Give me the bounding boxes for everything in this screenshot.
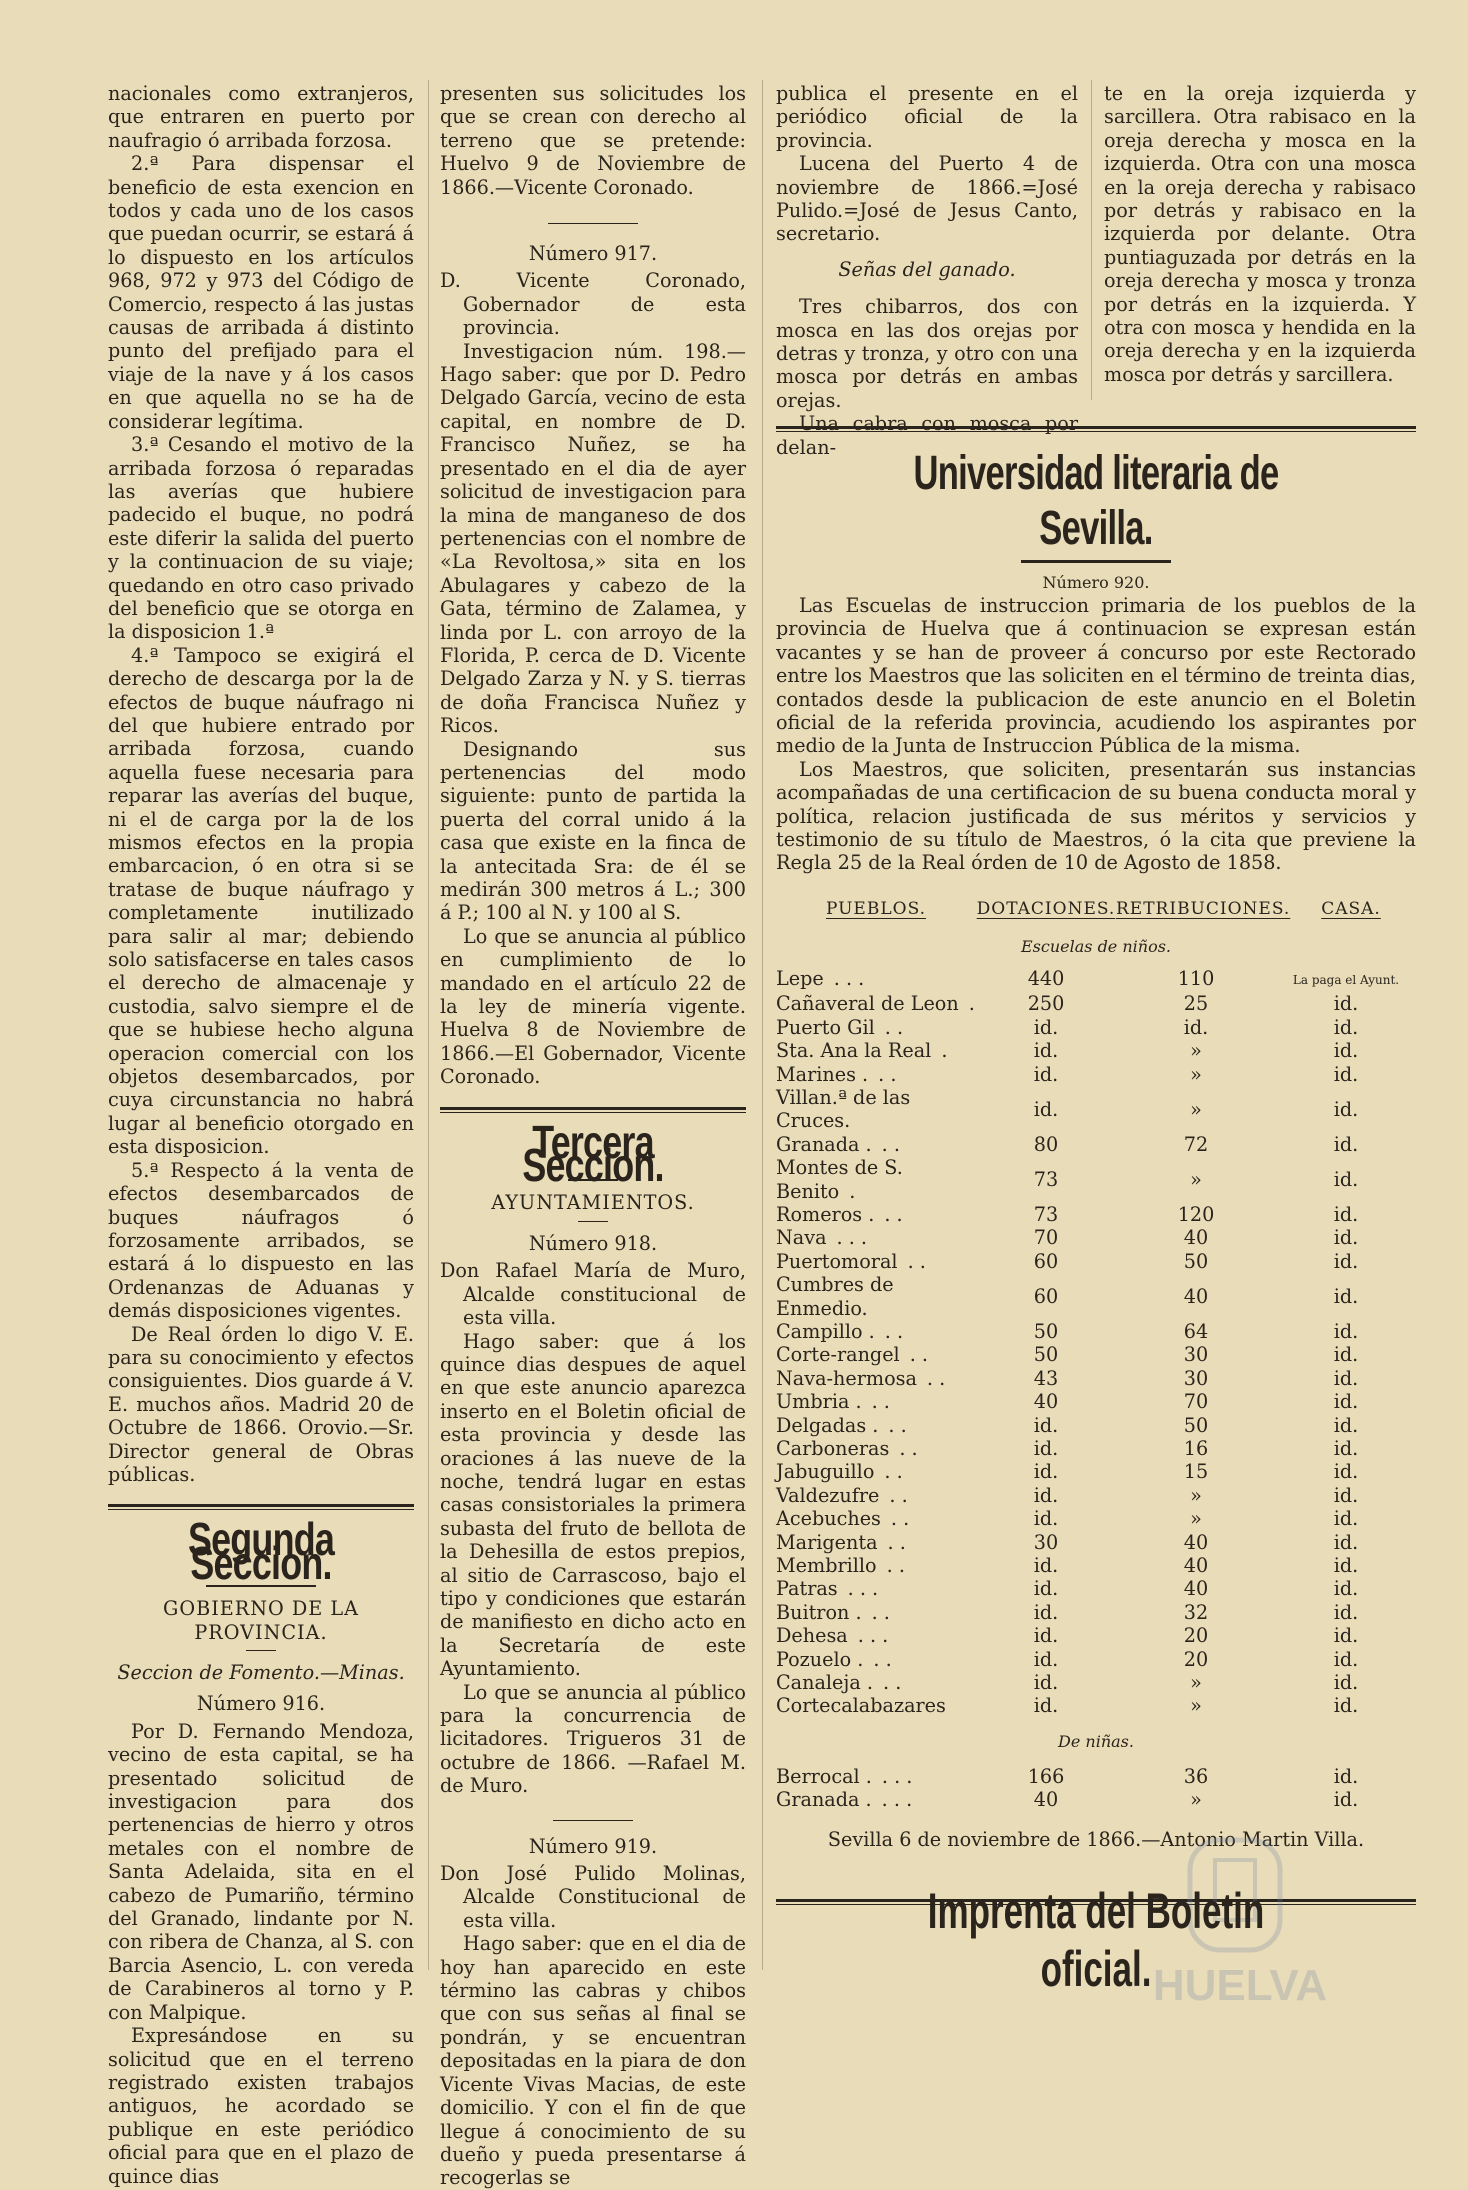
- casa-cell: id.: [1333, 1554, 1359, 1578]
- casa-cell: id.: [1333, 1788, 1359, 1812]
- table-row: [776, 1203, 1416, 1226]
- table-row: [776, 1788, 1416, 1811]
- dotacion-cell: 73: [1033, 1202, 1059, 1226]
- dotacion-cell: id.: [1033, 1600, 1059, 1624]
- pueblo-cell: [776, 1039, 976, 1062]
- pueblo-name: Granada .: [776, 1132, 872, 1156]
- col2-paragraph: Lo que se anuncia al público en cumplimiento de lo mandado en el artículo 22 de la ley de minería vigente. Huelva 8 de Noviembre de 1866.—El Gobernador, Vicente Coronado.: [440, 924, 746, 1089]
- pueblo-name: Marines .: [776, 1062, 869, 1086]
- dotacion-cell: id.: [1033, 1437, 1059, 1460]
- dotacion-cell: id.: [1033, 1694, 1059, 1718]
- col2-paragraph: presenten sus solicitudes los que se crean con derecho al terreno que se pretende: Huelvo 9 de Noviembre de 1866.—Vicente Coronado.: [440, 82, 746, 199]
- casa-cell: id.: [1333, 1530, 1359, 1554]
- small-rule: [246, 1650, 276, 1651]
- table-row: [776, 1086, 1416, 1133]
- leader-dots: . . .: [881, 1788, 913, 1812]
- notice-heading-text: Don Rafael María de Muro, Alcalde constitucional de esta villa.: [440, 1259, 746, 1330]
- pueblo-name: Villan.ª de las Cruces.: [776, 1085, 911, 1133]
- col1-paragraph: De Real órden lo digo V. E. para su conocimiento y efectos consiguientes. Dios guarde á V. E. muchos años. Madrid 20 de Octubre de 1866. Orovio.—Sr. Director general de Obras públicas.: [108, 1322, 414, 1486]
- pueblo-cell: [776, 1250, 976, 1273]
- retribucion-cell: 16: [1183, 1437, 1209, 1460]
- dotacion-cell: 30: [1033, 1530, 1059, 1554]
- ayuntamientos-heading: AYUNTAMIENTOS.: [491, 1191, 695, 1215]
- leader-dots: . .: [871, 1390, 890, 1414]
- casa-cell: id.: [1333, 992, 1359, 1016]
- retribucion-cell: 40: [1183, 1554, 1209, 1578]
- small-rule: [578, 1221, 608, 1222]
- dotacion-cell: id.: [1033, 1460, 1059, 1484]
- notice-number: Número 920.: [1042, 573, 1150, 592]
- col3-paragraph: publica el presente en el periódico oficial de la provincia.: [776, 82, 1078, 152]
- casa-cell: id.: [1333, 1507, 1359, 1531]
- pueblo-name: Umbria .: [776, 1390, 862, 1414]
- casa-cell: id.: [1333, 1577, 1359, 1601]
- leader-dots: .: [941, 1039, 948, 1063]
- leader-dots: .: [968, 992, 975, 1016]
- table-row: [776, 1648, 1416, 1671]
- casa-cell: id.: [1333, 1097, 1359, 1121]
- table-row: [776, 1694, 1416, 1717]
- ninas-table: [776, 1765, 1416, 1812]
- leader-dots: . .: [884, 1015, 904, 1039]
- casa-cell: id.: [1333, 1460, 1359, 1484]
- pueblo-name: Sta. Ana la Real: [776, 1039, 932, 1063]
- col3-paragraph: Una cabra con mosca por delan-: [776, 412, 1078, 459]
- dotacion-cell: 40: [1033, 1390, 1059, 1414]
- pueblo-name: Berrocal .: [776, 1764, 872, 1788]
- table-row: [776, 1390, 1416, 1413]
- pueblo-cell: [776, 1367, 976, 1390]
- leader-dots: . . .: [833, 967, 865, 991]
- pueblo-name: Patras: [776, 1577, 838, 1601]
- pueblo-name: Cumbres de Enmedio.: [776, 1273, 894, 1320]
- header-casa: CASA.: [1321, 898, 1381, 919]
- dotacion-cell: id.: [1033, 1039, 1059, 1063]
- casa-cell: id.: [1333, 1483, 1359, 1507]
- notice-heading: [440, 1259, 746, 1329]
- retribucion-cell: »: [1190, 1167, 1202, 1191]
- casa-cell: id.: [1333, 1167, 1359, 1191]
- pueblo-cell: [776, 1671, 976, 1694]
- small-rule: [548, 223, 638, 224]
- column-2: [440, 82, 746, 2190]
- table-row: [776, 1016, 1416, 1039]
- leader-dots: . .: [878, 1062, 897, 1086]
- leader-dots: . . .: [847, 1577, 879, 1601]
- column-1: [108, 82, 414, 2188]
- senas-label: Señas del ganado.: [838, 257, 1016, 281]
- retribucion-cell: 40: [1183, 1284, 1209, 1308]
- leader-dots: . .: [886, 1554, 905, 1578]
- dotacion-cell: id.: [1033, 1624, 1059, 1648]
- dotacion-cell: 250: [1027, 992, 1065, 1016]
- leader-dots: . .: [884, 1319, 904, 1343]
- leader-dots: . .: [889, 1483, 908, 1507]
- notice-heading-text: D. Vicente Coronado, Gobernador de esta provincia.: [440, 269, 746, 340]
- small-rule: [553, 1820, 633, 1821]
- pueblo-cell: [776, 1765, 976, 1788]
- pueblo-cell: [776, 1577, 976, 1600]
- dotacion-cell: 80: [1033, 1132, 1059, 1156]
- pueblo-cell: [776, 1016, 976, 1039]
- casa-cell: id.: [1333, 1015, 1359, 1039]
- header-pueblos: PUEBLOS.: [825, 898, 927, 919]
- retribucion-cell: id.: [1183, 1015, 1209, 1039]
- title-rule: [1021, 560, 1171, 563]
- notice-number: Número 916.: [196, 1692, 326, 1716]
- leader-dots: . .: [873, 1647, 892, 1671]
- university-title: Universidad literaria de Sevilla.: [913, 447, 1279, 555]
- pueblo-name: Cañaveral de Leon: [776, 992, 959, 1016]
- casa-cell: id.: [1333, 1694, 1359, 1718]
- table-row: [776, 1250, 1416, 1273]
- leader-dots: . .: [881, 1132, 900, 1156]
- university-paragraph: Los Maestros, que soliciten, presentarán sus instancias acompañadas de una certificacion de su buena conducta moral y política, relacion justificada de sus méritos y servicios y testimonio de su título de Maestros, ó la cita que previene la Regla 25 de la Real órden de 10 de Agosto de 1858.: [776, 757, 1416, 875]
- pueblo-cell: [776, 1086, 976, 1133]
- pueblo-name: Valdezufre: [776, 1483, 880, 1507]
- header-retribuciones: RETRIBUCIONES.: [1116, 898, 1291, 919]
- pueblo-name: Dehesa: [776, 1624, 848, 1648]
- ninos-table: [776, 966, 1416, 1718]
- section-divider: [776, 426, 1416, 432]
- pueblo-name: Delgadas .: [776, 1413, 879, 1437]
- retribucion-cell: 120: [1177, 1202, 1215, 1226]
- pueblo-name: Buitron .: [776, 1600, 862, 1624]
- casa-cell: id.: [1333, 1132, 1359, 1156]
- casa-cell: id.: [1333, 1671, 1359, 1695]
- pueblo-cell: [776, 1648, 976, 1671]
- dotacion-cell: id.: [1033, 1554, 1059, 1578]
- retribucion-cell: 70: [1183, 1390, 1209, 1414]
- pueblo-cell: [776, 1320, 976, 1343]
- university-signature: Sevilla 6 de noviembre de 1866.—Antonio Martin Villa.: [827, 1827, 1365, 1851]
- pueblo-cell: [776, 1133, 976, 1156]
- table-row: [776, 1460, 1416, 1483]
- col1-paragraph: Expresándose en su solicitud que en el terreno registrado existen trabajos antiguos, he acordado se publique en este periódico oficial para que en el plazo de quince dias: [108, 2024, 414, 2188]
- pueblo-name: Romeros .: [776, 1202, 875, 1226]
- dotacion-cell: 43: [1033, 1366, 1059, 1390]
- leader-dots: . .: [899, 1437, 918, 1460]
- retribucion-cell: 20: [1183, 1647, 1209, 1671]
- pueblo-cell: [776, 1156, 976, 1203]
- casa-cell: id.: [1333, 1413, 1359, 1437]
- casa-cell: id.: [1333, 1437, 1359, 1460]
- pueblo-name: Nava: [776, 1226, 827, 1250]
- table-row: [776, 1320, 1416, 1343]
- dotacion-cell: 70: [1033, 1226, 1059, 1250]
- table-row: [776, 1343, 1416, 1366]
- pueblo-name: Puerto Gil: [776, 1015, 875, 1039]
- retribucion-cell: 50: [1183, 1413, 1209, 1437]
- col2-paragraph: Investigacion núm. 198.—Hago saber: que por D. Pedro Delgado García, vecino de esta capital, en nombre de D. Francisco Nuñez, se ha presentado en el dia de ayer solicitud de investigacion para la mina de manganeso de dos pertenencias con el nombre de «La Revoltosa,» sita en los Abulagares y cabezo de la Gata, término de Zalamea, y linda por L. con arroyo de la Florida, P. cerca de D. Vicente Delgado Zarza y N. y S. tierras de doña Francisca Nuñez y Ricos.: [440, 339, 746, 738]
- casa-cell: id.: [1333, 1039, 1359, 1063]
- casa-cell: id.: [1333, 1343, 1359, 1367]
- leader-dots: .: [849, 1179, 856, 1203]
- column-rule-3: [1091, 80, 1092, 400]
- notice-heading: [440, 269, 746, 339]
- table-row: [776, 1063, 1416, 1086]
- casa-cell: id.: [1333, 1284, 1359, 1308]
- retribucion-cell: »: [1190, 1694, 1202, 1718]
- svg-text:HUELVA: HUELVA: [1152, 1961, 1328, 2010]
- pueblo-name: Lepe: [776, 967, 824, 991]
- pueblo-cell: [776, 1343, 976, 1366]
- retribucion-cell: 20: [1183, 1624, 1209, 1648]
- casa-cell: id.: [1333, 1390, 1359, 1414]
- pueblo-cell: [776, 1788, 976, 1811]
- pueblo-cell: [776, 1507, 976, 1530]
- notice-heading: [440, 1862, 746, 1932]
- section-divider: [108, 1504, 414, 1510]
- retribucion-cell: 30: [1183, 1343, 1209, 1367]
- pueblo-name: Membrillo: [776, 1554, 877, 1578]
- imprenta-footer: Imprenta del Boletin oficial.: [927, 1883, 1265, 1997]
- dotacion-cell: 40: [1033, 1788, 1059, 1812]
- leader-dots: . .: [887, 1530, 906, 1554]
- table-row: [776, 1531, 1416, 1554]
- retribucion-cell: 30: [1183, 1366, 1209, 1390]
- pueblo-cell: [776, 1460, 976, 1483]
- pueblo-cell: [776, 1226, 976, 1249]
- casa-cell: id.: [1333, 1624, 1359, 1648]
- retribucion-cell: »: [1190, 1788, 1202, 1812]
- col2-paragraph: Designando sus pertenencias del modo siguiente: punto de partida la puerta del corral unido á la casa que existe en la finca de la antecitada Sra: de él se medirán 300 metros á L.; 300 á P.; 100 al N. y 100 al S.: [440, 737, 746, 925]
- table-row: [776, 1226, 1416, 1249]
- pueblo-cell: [776, 1414, 976, 1437]
- casa-cell: id.: [1333, 1319, 1359, 1343]
- pueblo-cell: [776, 1554, 976, 1577]
- leader-dots: . .: [907, 1249, 926, 1273]
- leader-dots: . .: [890, 1507, 910, 1531]
- col1-paragraph: 2.ª Para dispensar el beneficio de esta exencion en todos y cada uno de los casos que puedan ocurrir, se estará á lo dispuesto en los artículos 968, 972 y 973 del Código de Comercio, respecto á las justas causas de arribada á distinto punto del prefijado para el viaje de la nave y á los casos en que aquella no se ha de considerar legítima.: [108, 152, 414, 433]
- retribucion-cell: 50: [1183, 1249, 1209, 1273]
- leader-dots: . .: [871, 1600, 890, 1624]
- header-dotaciones: DOTACIONES.: [976, 898, 1116, 919]
- section-divider: [440, 1107, 746, 1113]
- dotacion-cell: 60: [1033, 1249, 1059, 1273]
- col3-paragraph: Lucena del Puerto 4 de noviembre de 1866.=José Pulido.=José de Jesus Canto, secretario.: [776, 152, 1078, 246]
- pueblo-name: Canaleja .: [776, 1671, 873, 1695]
- leader-dots: . .: [883, 1671, 902, 1695]
- pueblo-cell: [776, 966, 976, 992]
- pueblo-name: Jabuguillo: [776, 1460, 875, 1484]
- col1-paragraph: 3.ª Cesando el motivo de la arribada forzosa ó reparadas las averías que hubiere padecido el buque, no podrá este diferir la salida del puerto y la continuacion de su viaje; quedando en otro caso privado del beneficio que se otorga en la disposicion 1.ª: [108, 433, 414, 644]
- pueblo-name: Pozuelo .: [776, 1647, 864, 1671]
- pueblo-name: Puertomoral: [776, 1249, 898, 1273]
- table-row: [776, 1367, 1416, 1390]
- pueblo-cell: [776, 1484, 976, 1507]
- pueblo-cell: [776, 1273, 976, 1320]
- pueblo-name: Cortecalabazares: [776, 1694, 946, 1718]
- notice-heading-text: Don José Pulido Molinas, Alcalde Constitucional de esta villa.: [440, 1862, 746, 1932]
- pueblo-cell: [776, 992, 976, 1015]
- dotacion-cell: 166: [1027, 1764, 1065, 1788]
- column-rule-1: [428, 80, 429, 1970]
- table-row: [776, 1507, 1416, 1530]
- leader-dots: . .: [926, 1366, 946, 1390]
- table-row: [776, 1133, 1416, 1156]
- dotacion-cell: id.: [1033, 1015, 1059, 1039]
- section-title-tercera: Tercera Seccion.: [522, 1115, 664, 1192]
- col4-paragraph: te en la oreja izquierda y sarcillera. Otra rabisaco en la oreja derecha y mosca en la izquierda. Otra con una mosca en la oreja derecha y rabisaco por detrás y rabisaco en la izquierda por delante. Otra puntiaguzada por detrás en la oreja derecha y mosca y tronza por detrás en la izquierda. Y otra con mosca y hendida en la oreja derecha y en la izquierda mosca por detrás y sarcillera.: [1104, 82, 1416, 386]
- ninas-label: De niñas.: [1058, 1731, 1134, 1751]
- col2-paragraph: Hago saber: que á los quince dias despues de aquel en que este anuncio aparezca inserto en el Boletin oficial de esta provincia y desde las oraciones á las nueve de la noche, tendrá lugar en estas casas consistoriales la primera subasta del fruto de bellota de la Dehesilla de estos prepios, al sitio de Carrascoso, bajo el tipo y condiciones que estarán de manifiesto en dicho acto en la Secretaría de este Ayuntamiento.: [440, 1329, 746, 1681]
- table-row: [776, 1414, 1416, 1437]
- table-row: [776, 1273, 1416, 1320]
- dotacion-cell: id.: [1033, 1097, 1059, 1121]
- pueblo-name: Nava-hermosa: [776, 1366, 917, 1390]
- column-4: [1104, 82, 1416, 386]
- dotacion-cell: 50: [1033, 1319, 1059, 1343]
- leader-dots: . .: [884, 1460, 903, 1484]
- table-row: [776, 1765, 1416, 1788]
- col1-paragraph: 4.ª Tampoco se exigirá el derecho de descarga por la de efectos de buque náufrago ni del que hubiere entrado por arribada forzosa, cuando aquella fuese necesaria para reparar las averías del buque, ni el de carga por la de los mismos efectos en la propia embarcacion, ó en otra si se tratase de buque náufrago y completamente inutilizado para salir al mar; debiendo solo satisfacerse en tales casos el derecho de almacenaje y custodia, salvo siempre el de que se hubiese hecho alguna operacion comercial con los objetos desembarcados, por cuya circunstancia no habrá lugar al beneficio otorgado en esta disposicion.: [108, 643, 414, 1159]
- pueblo-cell: [776, 1390, 976, 1413]
- notice-number: Número 919.: [528, 1834, 658, 1858]
- leader-dots: . . .: [881, 1764, 913, 1788]
- pueblo-name: Granada .: [776, 1788, 872, 1812]
- retribucion-cell: »: [1190, 1097, 1202, 1121]
- table-header: [776, 899, 1416, 919]
- retribucion-cell: »: [1190, 1039, 1202, 1063]
- casa-cell: [1276, 966, 1416, 992]
- dotacion-cell: id.: [1033, 1413, 1059, 1437]
- table-row: [776, 1601, 1416, 1624]
- pueblo-cell: [776, 1601, 976, 1624]
- pueblo-name: Campillo .: [776, 1319, 875, 1343]
- column-3: [776, 82, 1078, 459]
- table-row: [776, 1437, 1416, 1460]
- table-row: [776, 1671, 1416, 1694]
- university-paragraph: Las Escuelas de instruccion primaria de los pueblos de la provincia de Huelva que á continuacion se expresan están vacantes y se han de proveer á concurso por este Rectorado entre los Maestros que las soliciten en el término de treinta dias, contados desde la publicacion de este anuncio en el Boletin oficial de la referida provincia, acudiendo los aspirantes por medio de la Junta de Instruccion Pública de la misma.: [776, 594, 1416, 758]
- casa-cell: id.: [1333, 1202, 1359, 1226]
- leader-dots: . . .: [857, 1624, 889, 1648]
- table-row: [776, 966, 1416, 992]
- dotacion-cell: 73: [1033, 1167, 1059, 1191]
- dotacion-cell: 50: [1033, 1343, 1059, 1367]
- casa-note: La paga el Ayunt.: [1292, 972, 1400, 987]
- leader-dots: . .: [884, 1202, 903, 1226]
- retribucion-cell: 64: [1183, 1319, 1209, 1343]
- pueblo-cell: [776, 1437, 976, 1460]
- dotacion-cell: id.: [1033, 1507, 1059, 1531]
- casa-cell: id.: [1333, 1647, 1359, 1671]
- gobierno-heading: GOBIERNO DE LA PROVINCIA.: [163, 1597, 359, 1644]
- pueblo-name: Acebuches: [776, 1507, 881, 1531]
- notice-number: Número 918.: [528, 1231, 658, 1255]
- dotacion-cell: id.: [1033, 1483, 1059, 1507]
- col1-paragraph: Por D. Fernando Mendoza, vecino de esta capital, se ha presentado solicitud de investigacion para dos pertenencias de hierro y otros metales con el nombre de Santa Adelaida, sita en el cabezo de Pumariño, término del Granado, lindante por N. con ribera de Chanza, al S. con Barcia Asencio, L. con vereda de Carabineros al torno y P. con Malpique.: [108, 1719, 414, 2024]
- retribucion-cell: 15: [1183, 1460, 1209, 1484]
- dotacion-cell: 440: [1027, 967, 1065, 991]
- retribucion-cell: 32: [1183, 1600, 1209, 1624]
- leader-dots: . .: [888, 1413, 907, 1437]
- retribucion-cell: 72: [1183, 1132, 1209, 1156]
- col1-paragraph: 5.ª Respecto á la venta de efectos desembarcados de buques náufragos ó forzosamente arribados, se estará á lo dispuesto en las Ordenanzas de Aduanas y demás disposiciones vigentes.: [108, 1158, 414, 1323]
- retribucion-cell: 40: [1183, 1577, 1209, 1601]
- retribucion-cell: 40: [1183, 1226, 1209, 1250]
- retribucion-cell: 110: [1177, 967, 1215, 991]
- retribucion-cell: »: [1190, 1671, 1202, 1695]
- dotacion-cell: id.: [1033, 1647, 1059, 1671]
- casa-cell: id.: [1333, 1226, 1359, 1250]
- section-title-segunda: Segunda Seccion.: [187, 1513, 335, 1589]
- pueblo-name: Carboneras: [776, 1437, 890, 1460]
- retribucion-cell: »: [1190, 1062, 1202, 1086]
- pueblo-cell: [776, 1624, 976, 1647]
- notice-number: Número 917.: [528, 242, 658, 266]
- col2-paragraph: Hago saber: que en el dia de hoy han aparecido en este término las cabras y chibos que con sus señas al final se pondrán, y se encuentran depositadas en la piara de don Vicente Vivas Macias, de este domicilio. Y con el fin de que llegue á conocimiento de su dueño y pueda presentarse á recogerlas se: [440, 1932, 746, 2190]
- table-row: [776, 1624, 1416, 1647]
- table-row: [776, 1577, 1416, 1600]
- dotacion-cell: id.: [1033, 1062, 1059, 1086]
- dotacion-cell: 60: [1033, 1284, 1059, 1308]
- ninos-label: Escuelas de niños.: [1020, 936, 1172, 956]
- pueblo-cell: [776, 1063, 976, 1086]
- seccion-fomento-label: Seccion de Fomento.—Minas.: [117, 1661, 405, 1684]
- retribucion-cell: 25: [1183, 992, 1209, 1016]
- retribucion-cell: »: [1190, 1507, 1202, 1531]
- col2-paragraph: Lo que se anuncia al público para la concurrencia de licitadores. Trigueros 31 de octubre de 1866. —Rafael M. de Muro.: [440, 1680, 746, 1798]
- pueblo-name: Montes de S. Benito: [776, 1156, 903, 1203]
- retribucion-cell: »: [1190, 1483, 1202, 1507]
- table-row: [776, 1554, 1416, 1577]
- leader-dots: . . .: [836, 1226, 868, 1250]
- casa-cell: id.: [1333, 1249, 1359, 1273]
- university-notice: [776, 426, 1416, 1905]
- pueblo-name: Marigenta: [776, 1530, 878, 1554]
- col3-paragraph: Tres chibarros, dos con mosca en las dos orejas por detras y tronza, y otro con una mosca por detrás en ambas orejas.: [776, 295, 1078, 412]
- dotacion-cell: id.: [1033, 1577, 1059, 1601]
- casa-cell: id.: [1333, 1366, 1359, 1390]
- retribucion-cell: 40: [1183, 1530, 1209, 1554]
- casa-cell: id.: [1333, 1764, 1359, 1788]
- table-row: [776, 992, 1416, 1015]
- column-rule-2: [762, 80, 763, 1970]
- pueblo-name: Corte-rangel: [776, 1343, 900, 1367]
- dotacion-cell: id.: [1033, 1671, 1059, 1695]
- pueblo-cell: [776, 1694, 976, 1717]
- table-row: [776, 1156, 1416, 1203]
- casa-cell: id.: [1333, 1600, 1359, 1624]
- pueblo-cell: [776, 1203, 976, 1226]
- table-row: [776, 1484, 1416, 1507]
- col1-paragraph: nacionales como extranjeros, que entraren en puerto por naufragio ó arribada forzosa.: [108, 82, 414, 152]
- leader-dots: . .: [909, 1343, 929, 1367]
- casa-cell: id.: [1333, 1062, 1359, 1086]
- retribucion-cell: 36: [1183, 1764, 1209, 1788]
- table-row: [776, 1039, 1416, 1062]
- pueblo-cell: [776, 1531, 976, 1554]
